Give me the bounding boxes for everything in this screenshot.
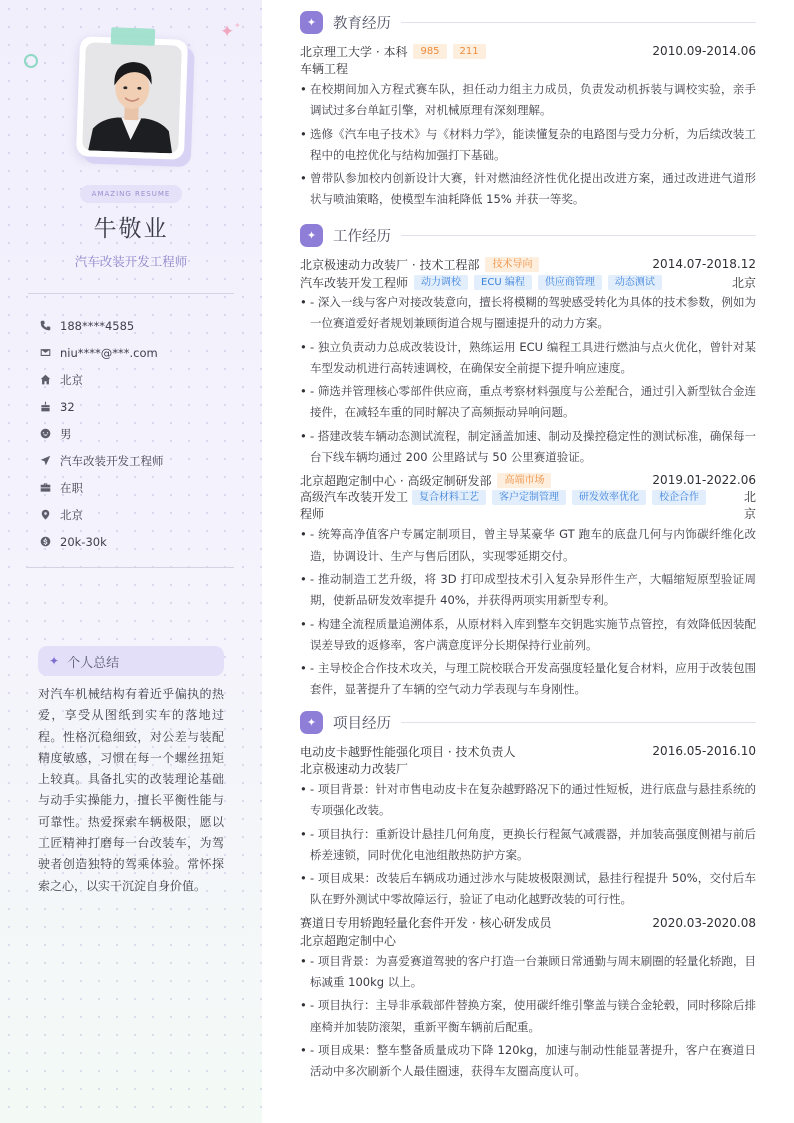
info-salary: [40, 528, 164, 555]
role-line: 程师: [300, 507, 325, 522]
project-row: [300, 742, 756, 760]
decorative-ring: [24, 54, 38, 68]
small-sparkle-icon: ✦: [234, 21, 241, 30]
list-item: • - 主导校企合作技术攻关，与理工院校联合开发高强度轻量化复合材料，应用于改装包围套件，显著提升了车辆的空气动力学表现与车身刚性。: [300, 658, 756, 701]
section-divider: [401, 235, 756, 236]
list-item: • 曾带队参加校内创新设计大赛，针对燃油经济性优化提出改进方案，通过改进进气道形状与喷油策略，使模型车油耗降低 15% 并获一等奖。: [300, 168, 756, 211]
name: 牛敬业: [93, 216, 169, 242]
section-title: 工作经历: [333, 228, 391, 245]
list-item: • - 搭建改装车辆动态测试流程，制定涵盖加速、制动及操控稳定性的测试标准，确保每一台下线车辆均通过 200 公里路试与 50 公里赛道验证。: [300, 426, 756, 469]
list-item: • - 项目成果：改装后车辆成功通过涉水与陡坡极限测试，悬挂行程提升 50%，交付后车队在野外测试中零故障运行，验证了电动化越野改装的可行性。: [300, 868, 756, 911]
gender-icon: [40, 428, 60, 439]
sparkle-icon: ✦: [300, 711, 323, 734]
info-text: 在职: [60, 480, 83, 495]
tag: 动力调校: [414, 275, 468, 290]
list-item: • - 构建全流程质量追溯体系，从原材料入库到整车交钥匙实施节点管控，有效降低因装配误差导致的返修率，客户满意度评分长期保持行业前列。: [300, 614, 756, 657]
info-text: 汽车改装开发工程师: [60, 453, 164, 468]
sparkle-icon: ✦: [300, 224, 323, 247]
info-phone: [40, 312, 164, 339]
list-item: • - 深入一线与客户对接改装意向，擅长将模糊的驾驶感受转化为具体的技术参数，例如为一位赛道爱好者规划兼顾街道合规与圈速提升的动力方案。: [300, 292, 756, 335]
date: 2019.01-2022.06: [652, 473, 756, 488]
school: 北京理工大学 · 本科: [300, 44, 408, 59]
location: [742, 489, 756, 523]
info-city: [40, 501, 164, 528]
job-row: [300, 471, 756, 489]
badge: 技术导向: [485, 257, 539, 272]
project-name: 赛道日专用轿跑轻量化套件开发 · 核心研发成员: [300, 916, 552, 931]
divider-bottom: [28, 567, 234, 568]
sidebar: [0, 0, 262, 1123]
tag-list: [406, 489, 742, 506]
tag: 复合材料工艺: [412, 490, 486, 505]
info-text: 32: [60, 399, 75, 414]
list-item: • - 项目执行：主导非承载部件替换方案，使用碳纤维引擎盖与镁合金轮毂，同时移除后排座椅并加装防滚架，重新平衡车辆前后配重。: [300, 995, 756, 1038]
info-residence: [40, 366, 164, 393]
tag: 动态测试: [608, 275, 662, 290]
briefcase-icon: [40, 482, 60, 493]
info-text: niu****@***.com: [60, 345, 158, 360]
info-text: 男: [60, 426, 72, 441]
info-status: [40, 474, 164, 501]
section-divider: [401, 722, 756, 723]
tagline: AMAZING RESUME: [80, 185, 182, 203]
info-gender: [40, 420, 164, 447]
badge: 985: [413, 44, 446, 59]
list-item: • - 项目执行：重新设计悬挂几何角度，更换长行程氮气减震器，并加装高强度侧裙与前后桥差速锁，同时优化电池组散热防护方案。: [300, 824, 756, 867]
date: 2020.03-2020.08: [652, 915, 756, 930]
mail-icon: [40, 347, 60, 358]
list-item: • - 筛选并管理核心零部件供应商，重点考察材料强度与公差配合，通过引入新型钛合金连接件，在减轻车重的同时解决了高频振动异响问题。: [300, 381, 756, 424]
info-email: [40, 339, 164, 366]
list-item: • - 统筹高净值客户专属定制项目，曾主导某豪华 GT 跑车的底盘几何与内饰碳纤维化改造，协调设计、生产与售后团队，实现零延期交付。: [300, 524, 756, 567]
info-text: 北京: [60, 372, 83, 387]
project-org: 北京超跑定制中心: [300, 933, 397, 948]
role-line: 高级汽车改装开发工: [300, 490, 409, 505]
date: 2016.05-2016.10: [652, 744, 756, 758]
salary-icon: [40, 536, 60, 547]
location-line: 北: [743, 490, 756, 505]
work-section: [300, 223, 756, 701]
date: 2014.07-2018.12: [652, 257, 756, 271]
job-role-row: [300, 489, 756, 523]
home-icon: [40, 374, 60, 385]
info-text: 20k-30k: [60, 534, 107, 549]
tag: 供应商管理: [538, 275, 602, 290]
list-item: • - 项目成果：整车整备质量成功下降 120kg，加速与制动性能显著提升，客户在赛道日活动中多次刷新个人最佳圈速，获得车友圈高度认可。: [300, 1040, 756, 1083]
info-list: [40, 312, 164, 555]
role: 汽车改装开发工程师: [300, 275, 409, 290]
job-role-row: [300, 273, 756, 291]
section-divider: [401, 22, 756, 23]
phone-icon: [40, 320, 60, 331]
list-item: • 在校期间加入方程式赛车队，担任动力组主力成员，负责发动机拆装与调校实验，亲手调试过多台单缸引擎，对机械原理有深刻理解。: [300, 79, 756, 122]
summary-title: 个人总结: [67, 655, 120, 671]
job-row: [300, 255, 756, 273]
divider-top: [28, 293, 234, 294]
list-item: • - 推动制造工艺升级，将 3D 打印成型技术引入复杂异形件生产，大幅缩短原型验证周期，使新品研发效率提升 40%，并获得两项实用新型专利。: [300, 569, 756, 612]
section-title: 项目经历: [333, 715, 391, 732]
list-item: • - 项目背景：针对市售电动皮卡在复杂越野路况下的通过性短板，进行底盘与悬挂系统的专项强化改装。: [300, 779, 756, 822]
info-position: [40, 447, 164, 474]
section-header: [300, 10, 756, 34]
profile-photo-card: [76, 36, 188, 160]
section-header: [300, 223, 756, 247]
section-title: 教育经历: [333, 15, 391, 32]
summary-text: 对汽车机械结构有着近乎偏执的热爱，享受从图纸到实车的落地过程。性格沉稳细致，对公差与装配精度敏感，习惯在每一个螺丝扭矩上较真。具备扎实的改装理论基础与动手实操能力，擅长平衡性能与可靠性。热爱探索车辆极限，愿以工匠精神打磨每一台改装车，为驾驶者创造独特的驾乘体验。常怀探索之心，以实干沉淀自身价值。: [38, 687, 224, 893]
company: 北京极速动力改装厂 · 技术工程部: [300, 257, 480, 272]
badge: 211: [453, 44, 486, 59]
profile-photo: [82, 42, 182, 153]
tag: 客户定制管理: [492, 490, 566, 505]
location-line: 京: [743, 507, 756, 522]
tag: ECU 编程: [474, 275, 532, 290]
project-row: [300, 914, 756, 932]
list-item: • 选修《汽车电子技术》与《材料力学》，能读懂复杂的电路图与受力分析，为后续改装工程中的电控优化与结构加强打下基础。: [300, 124, 756, 167]
date: 2010.09-2014.06: [652, 44, 756, 58]
project-org: 北京极速动力改装厂: [300, 762, 409, 776]
list-item: • - 独立负责动力总成改装设计，熟练运用 ECU 编程工具进行燃油与点火优化，曾针对某车型发动机进行高转速调校，在确保安全前提下提升响应速度。: [300, 337, 756, 380]
summary-header: [38, 646, 224, 676]
tag: 校企合作: [652, 490, 706, 505]
location-icon: [40, 509, 60, 520]
role: [300, 489, 412, 523]
education-section: [300, 10, 756, 211]
info-text: 北京: [60, 507, 83, 522]
section-header: [300, 710, 756, 734]
job-title: 汽车改装开发工程师: [74, 254, 188, 269]
cake-icon: [40, 401, 60, 412]
tag: 研发效率优化: [572, 490, 646, 505]
sparkle-icon: ✦: [220, 22, 235, 42]
projects-section: [300, 710, 756, 1083]
info-text: 188****4585: [60, 318, 135, 333]
main-content: [300, 0, 756, 1123]
info-age: [40, 393, 164, 420]
company: 北京超跑定制中心 · 高级定制研发部: [300, 473, 492, 488]
sparkle-icon: ✦: [49, 654, 60, 668]
location: 北京: [731, 275, 756, 290]
education-row: [300, 42, 756, 60]
project-name: 电动皮卡越野性能强化项目 · 技术负责人: [300, 744, 516, 759]
major: 车辆工程: [300, 62, 349, 76]
send-icon: [40, 455, 60, 466]
badge: 高端市场: [497, 473, 551, 488]
sparkle-icon: ✦: [300, 11, 323, 34]
list-item: • - 项目背景：为喜爱赛道驾驶的客户打造一台兼顾日常通勤与周末刷圈的轻量化轿跑，目标减重 100kg 以上。: [300, 951, 756, 994]
photo-tape: [111, 27, 156, 46]
